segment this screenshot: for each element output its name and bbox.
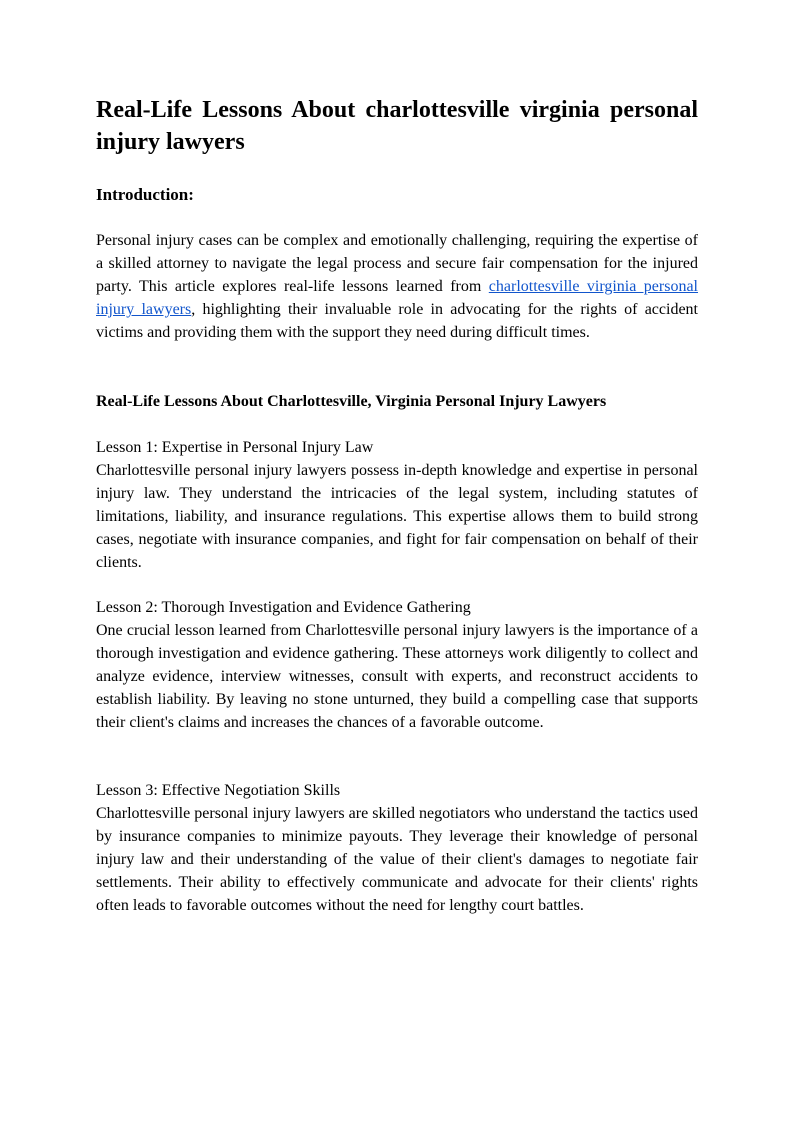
intro-paragraph bbox=[96, 229, 698, 344]
intro-heading: Introduction: bbox=[96, 185, 194, 204]
lawyers-link[interactable]: charlottesville virginia personal injury lawyers bbox=[96, 278, 699, 318]
lesson-title: Lesson 1: Expertise in Personal Injury Law bbox=[96, 439, 374, 456]
lesson-title: Lesson 2: Thorough Investigation and Evidence Gathering bbox=[96, 599, 471, 616]
lesson-2 bbox=[96, 596, 698, 734]
page-title bbox=[96, 94, 698, 158]
lesson-body: Charlottesville personal injury lawyers are skilled negotiators who understand the tactics used by insurance companies to minimize payouts. They leverage their knowledge of personal injury law and their understanding of the value of their client's damages to negotiate fair settlements. Their ability to effectively communicate and advocate for their clients' rights often leads to favorable outcomes without the need for lengthy court battles. bbox=[96, 805, 698, 914]
title-line-1: Real-Life Lessons About charlottesville virginia personal bbox=[96, 97, 698, 123]
section-heading: Real-Life Lessons About Charlottesville, Virginia Personal Injury Lawyers bbox=[96, 393, 607, 410]
lesson-body: One crucial lesson learned from Charlottesville personal injury lawyers is the importance of a thorough investigation and evidence gathering. These attorneys work diligently to collect and analyze evidence, interview witnesses, consult with experts, and reconstruct accidents to establish liability. By leaving no stone unturned, they build a compelling case that supports their client's claims and increases the chances of a favorable outcome. bbox=[96, 622, 698, 731]
lesson-1 bbox=[96, 436, 698, 574]
intro-text-2: , highlighting their invaluable role in advocating for the rights of accident victims and providing them with the support they need during difficult times. bbox=[96, 301, 698, 341]
lesson-title: Lesson 3: Effective Negotiation Skills bbox=[96, 782, 341, 799]
lesson-body: Charlottesville personal injury lawyers possess in-depth knowledge and expertise in personal injury law. They understand the intricacies of the legal system, including statutes of limitations, liability, and insurance regulations. This expertise allows them to build strong cases, negotiate with insurance companies, and fight for fair compensation on behalf of their clients. bbox=[96, 462, 698, 571]
lesson-3 bbox=[96, 779, 698, 917]
title-line-2: injury lawyers bbox=[96, 129, 245, 155]
intro-text-1: Personal injury cases can be complex and emotionally challenging, requiring the expertise of a skilled attorney to navigate the legal process and secure fair compensation for the injured party. This article explores real-life lessons learned from bbox=[96, 232, 698, 295]
